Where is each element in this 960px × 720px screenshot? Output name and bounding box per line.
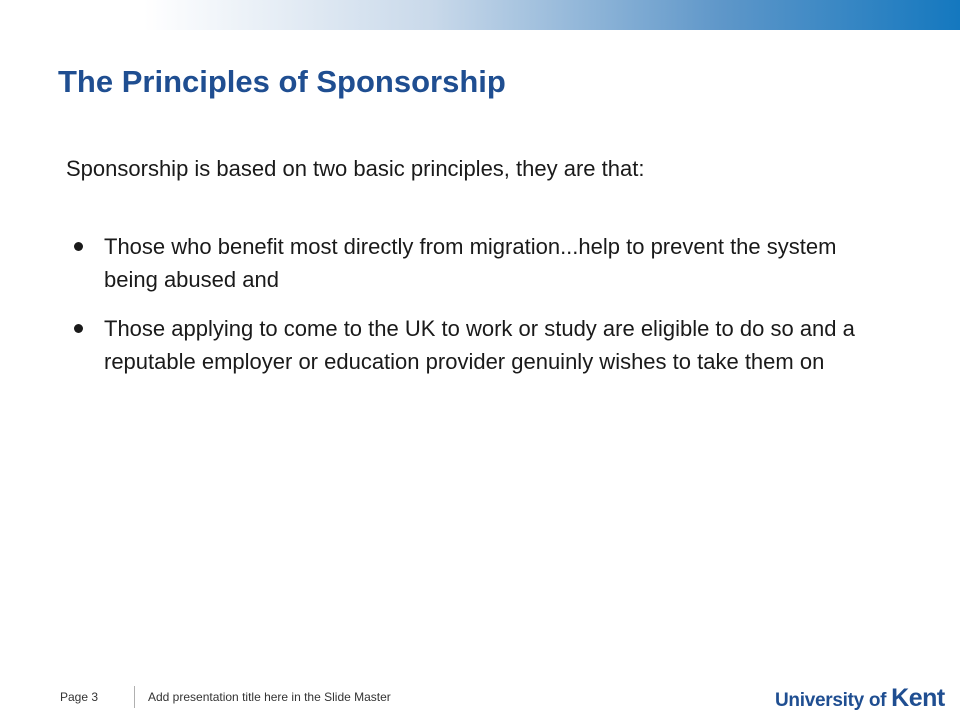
list-item xyxy=(66,312,856,378)
bullet-icon xyxy=(74,242,83,251)
list-item xyxy=(66,230,856,296)
list-item-text: Those who benefit most directly from migration...help to prevent the system being abused and xyxy=(104,234,837,292)
university-of-kent-logo xyxy=(775,684,945,713)
logo-text-main: University of xyxy=(775,690,892,711)
page-number: Page 3 xyxy=(60,690,99,704)
intro-paragraph: Sponsorship is based on two basic principles, they are that: xyxy=(66,156,645,181)
presentation-title: Add presentation title here in the Slide Master xyxy=(148,690,391,704)
slide-title: The Principles of Sponsorship xyxy=(58,64,506,99)
header-gradient-banner xyxy=(0,0,960,30)
footer-divider xyxy=(134,686,135,708)
principles-list xyxy=(66,230,856,394)
list-item-text: Those applying to come to the UK to work or study are eligible to do so and a reputable employer or education provider genuinly wishes to take them on xyxy=(104,316,855,374)
bullet-icon xyxy=(74,324,83,333)
logo-text-kent: Kent xyxy=(891,684,945,712)
